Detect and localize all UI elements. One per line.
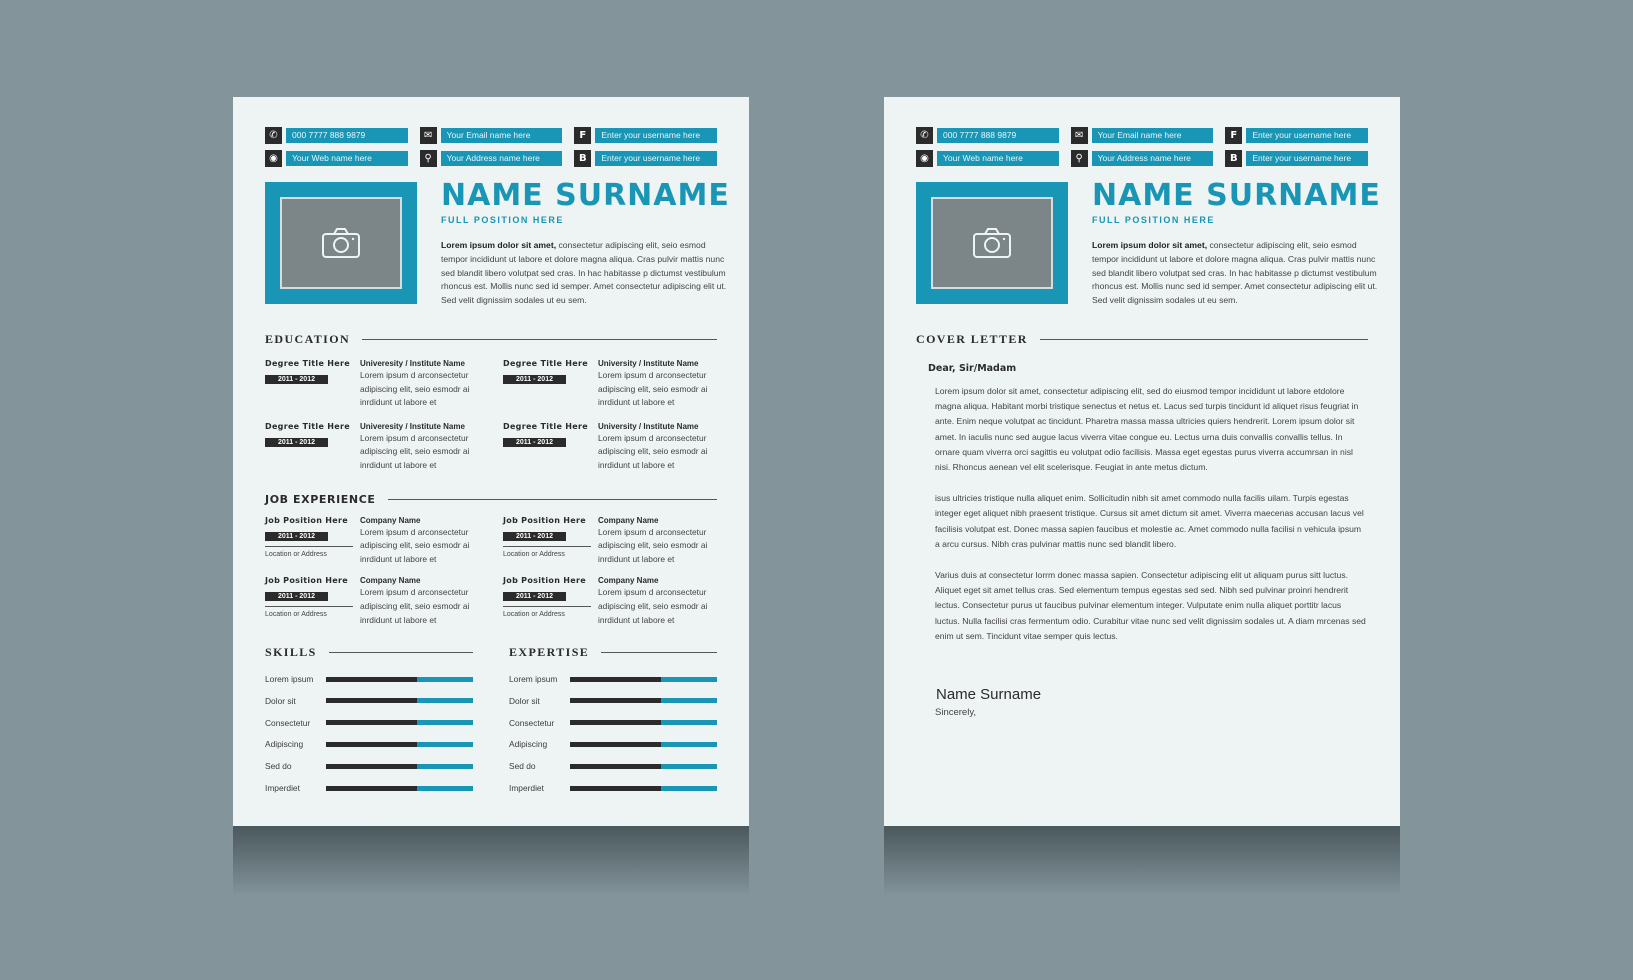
entry-description: Lorem ipsum d arconsectetur adipiscing elit, seio esmodr ai inrdidunt ut labore et	[598, 432, 708, 470]
entry-description: Lorem ipsum d arconsectetur adipiscing elit, seio esmodr ai inrdidunt ut labore et	[598, 370, 708, 408]
skill-row	[509, 690, 717, 712]
contact-value: Your Web name here	[937, 151, 1059, 166]
page-shadow	[884, 826, 1400, 896]
skill-level-fill	[570, 764, 661, 769]
entry-description: Lorem ipsum d arconsectetur adipiscing elit, seio esmodr ai inrdidunt ut labore et	[598, 587, 708, 625]
contact-value: Your Email name here	[441, 128, 563, 143]
date-badge: 2011 - 2012	[265, 532, 328, 541]
behance-icon: B	[574, 150, 591, 167]
date-badge: 2011 - 2012	[503, 592, 566, 601]
skill-level-bar	[570, 698, 717, 703]
expertise-column	[509, 627, 717, 799]
skill-row	[509, 712, 717, 734]
skill-label: Consectetur	[265, 717, 311, 728]
profile-summary	[441, 239, 730, 308]
job-entry	[265, 516, 479, 567]
skill-label: Sed do	[265, 761, 292, 772]
cover-letter-page	[884, 97, 1400, 826]
closing: Sincerely,	[935, 707, 977, 719]
divider	[388, 499, 718, 500]
behance-icon: B	[1225, 150, 1242, 167]
photo-frame	[916, 182, 1068, 304]
company-name: Company Name	[360, 576, 421, 586]
summary-lead: Lorem ipsum dolor sit amet,	[1092, 240, 1208, 250]
company-name: Company Name	[598, 515, 659, 525]
skill-level-fill	[326, 677, 417, 682]
summary-text: consectetur adipiscing elit, seio esmod tempor incididunt ut labore et dolore magna aliqua. Cras pulvir mattis nunc sed blandit libero volutpat sed cras. In hac habitasse p dictumst vestibulum rhoncus est. Mollis nunc sed id semper. Amet consectetur adipiscing elit ut. Sed velit dignissim sodales ut eu sem.	[441, 240, 727, 306]
contact-value: 000 7777 888 9879	[286, 128, 408, 143]
photo-frame	[265, 182, 417, 304]
skill-level-bar	[326, 720, 473, 725]
skill-level-fill	[570, 720, 661, 725]
cover-letter-heading	[916, 332, 1368, 347]
contact-facebook	[574, 127, 717, 144]
skill-level-bar	[570, 677, 717, 682]
person-name: NAME SURNAME	[1092, 178, 1381, 213]
experience-list	[265, 506, 717, 628]
divider	[265, 546, 353, 547]
degree-title: Degree Title Here	[265, 359, 350, 368]
degree-title: Degree Title Here	[503, 421, 588, 431]
divider	[1040, 339, 1368, 340]
job-title: Job Position Here	[265, 576, 348, 586]
contact-web	[916, 150, 1059, 167]
expertise-heading	[509, 645, 717, 660]
contact-value: Your Address name here	[1092, 151, 1214, 166]
contact-value: Your Address name here	[441, 151, 563, 166]
divider	[601, 652, 717, 653]
date-badge: 2011 - 2012	[265, 592, 328, 601]
institute-name: Univeresity / Institute Name	[360, 421, 465, 431]
phone-icon: ✆	[916, 127, 933, 144]
skill-row	[509, 777, 717, 799]
skill-level-bar	[570, 764, 717, 769]
skill-label: Adipiscing	[509, 739, 548, 750]
skill-label: Dolor sit	[265, 695, 296, 706]
contact-value: Enter your username here	[595, 151, 717, 166]
summary-lead: Lorem ipsum dolor sit amet,	[441, 240, 557, 250]
email-icon: ✉	[1071, 127, 1088, 144]
job-location: Location or Address	[265, 611, 327, 619]
section-title: EXPERTISE	[509, 645, 590, 660]
job-entry	[265, 576, 479, 627]
job-title: Job Position Here	[265, 515, 348, 525]
skill-label: Lorem ipsum	[265, 674, 314, 685]
skill-label: Imperdiet	[509, 783, 544, 793]
camera-icon	[972, 227, 1012, 259]
header-info	[417, 178, 730, 306]
contact-address	[1071, 150, 1214, 167]
contact-email	[420, 127, 563, 144]
job-entry	[503, 576, 717, 627]
job-entry	[503, 516, 717, 567]
signature-name: Name Surname	[936, 686, 1042, 704]
contact-value: Your Email name here	[1092, 128, 1214, 143]
photo-placeholder	[931, 197, 1053, 289]
skill-level-fill	[326, 786, 417, 791]
skill-label: Adipiscing	[265, 739, 304, 750]
job-location: Location or Address	[503, 611, 565, 619]
letter-paragraph: isus ultricies tristique nulla aliquet enim. Sollicitudin nibh sit amet commodo nulla facilis uilam. Turpis egestas integer eget aliquet nibh praesent tristique. Cursus sit amet dictum sit amet. Viverra maecenas accusan lacus vel facilisis volutpat est. Donec massa sapien faucibus et molestie ac. Amet commodo nulla facilisi n vehicula ipsum a arcu cursus. Nibh cras pulvinar mattis nunc sed blandit libero.	[935, 493, 1364, 549]
contact-grid	[916, 127, 1368, 167]
skill-level-fill	[570, 742, 661, 747]
header-info	[1068, 178, 1381, 306]
contact-behance	[1225, 150, 1368, 167]
email-icon: ✉	[420, 127, 437, 144]
skill-label: Lorem ipsum	[509, 674, 558, 685]
skill-level-fill	[570, 677, 661, 682]
skill-level-fill	[570, 698, 661, 703]
summary-text: consectetur adipiscing elit, seio esmod tempor incididunt ut labore et dolore magna aliqua. Cras pulvir mattis nunc sed blandit libero volutpat sed cras. In hac habitasse p dictumst vestibulum rhoncus est. Mollis nunc sed id semper. Amet consectetur adipiscing elit ut. Sed velit dignissim sodales ut eu sem.	[1092, 240, 1378, 306]
degree-title: Degree Title Here	[265, 421, 350, 431]
skill-level-bar	[570, 742, 717, 747]
contact-behance	[574, 150, 717, 167]
divider	[329, 652, 473, 653]
skill-level-bar	[326, 786, 473, 791]
entry-description: Lorem ipsum d arconsectetur adipiscing elit, seio esmodr ai inrdidunt ut labore et	[360, 587, 470, 625]
skill-level-fill	[326, 764, 417, 769]
skill-row	[509, 734, 717, 756]
contact-web	[265, 150, 408, 167]
skills-list	[265, 668, 473, 799]
education-entry	[265, 422, 479, 473]
skill-row	[265, 712, 473, 734]
skill-label: Imperdiet	[265, 783, 300, 793]
skill-level-fill	[326, 742, 417, 747]
salutation: Dear, Sir/Madam	[928, 363, 1017, 374]
page-shadow	[233, 826, 749, 896]
skill-level-bar	[326, 677, 473, 682]
contact-address	[420, 150, 563, 167]
facebook-icon: F	[1225, 127, 1242, 144]
skill-level-bar	[570, 786, 717, 791]
education-entry	[503, 422, 717, 473]
letter-paragraph: Lorem ipsum dolor sit amet, consectetur adipiscing elit, sed do eiusmod tempor incididunt ut labore etdolore magna aliqua. Habitant morbi tristique senectus et netus et. Lacus sed turpis tincidunt id aliquet risus feugriat in ante. Enim neque volutpat ac tincidunt. Pharetra massa massa ultricies quiers hendrerit. Lorem ipsum dolor sit amet. In iaculis nunc sed augue lacus viverra vitae congue eu. Lectus urna duis convallis convallis tellus. In ornare quam viverra orci sagittis eu volutpat odio facilisis. Massa eget egestas purus viverra accumrsan in nisl nisi. Rhoncus aenean vel elit scelerisque. Feugiat in ante metus dictum.	[935, 386, 1359, 473]
job-title: Job Position Here	[503, 576, 586, 586]
skill-level-bar	[326, 764, 473, 769]
education-list	[265, 347, 717, 473]
entry-description: Lorem ipsum d arconsectetur adipiscing elit, seio esmodr ai inrdidunt ut labore et	[360, 370, 470, 408]
skill-label: Dolor sit	[509, 695, 540, 706]
contact-value: Enter your username here	[595, 128, 717, 143]
profile-summary	[1092, 239, 1381, 308]
institute-name: University / Institute Name	[598, 421, 699, 431]
divider	[503, 606, 591, 607]
expertise-list	[509, 668, 717, 799]
education-heading	[265, 332, 717, 347]
experience-heading	[265, 493, 717, 506]
education-entry	[265, 359, 479, 410]
skill-row	[509, 755, 717, 777]
photo-placeholder	[280, 197, 402, 289]
skills-section	[265, 627, 717, 799]
skill-row	[265, 777, 473, 799]
section-title: COVER LETTER	[916, 332, 1028, 346]
skill-label: Sed do	[509, 761, 536, 772]
date-badge: 2011 - 2012	[265, 375, 328, 384]
institute-name: University / Institute Name	[598, 359, 699, 368]
position-title: FULL POSITION HERE	[441, 215, 564, 225]
section-title: EDUCATION	[265, 332, 351, 346]
entry-description: Lorem ipsum d arconsectetur adipiscing elit, seio esmodr ai inrdidunt ut labore et	[360, 526, 470, 564]
degree-title: Degree Title Here	[503, 359, 588, 368]
globe-icon: ◉	[916, 150, 933, 167]
contact-phone	[265, 127, 408, 144]
position-title: FULL POSITION HERE	[1092, 215, 1215, 225]
divider	[362, 339, 717, 340]
skills-heading	[265, 645, 473, 660]
person-name: NAME SURNAME	[441, 178, 730, 213]
company-name: Company Name	[598, 576, 659, 586]
contact-value: Your Web name here	[286, 151, 408, 166]
section-title: SKILLS	[265, 645, 317, 660]
entry-description: Lorem ipsum d arconsectetur adipiscing elit, seio esmodr ai inrdidunt ut labore et	[360, 432, 470, 470]
date-badge: 2011 - 2012	[265, 438, 328, 447]
skill-level-bar	[326, 698, 473, 703]
section-title: JOB EXPERIENCE	[265, 492, 376, 506]
contact-email	[1071, 127, 1214, 144]
skill-row	[509, 668, 717, 690]
skill-row	[265, 755, 473, 777]
divider	[503, 546, 591, 547]
contact-value: Enter your username here	[1246, 151, 1368, 166]
contact-phone	[916, 127, 1059, 144]
camera-icon	[321, 227, 361, 259]
date-badge: 2011 - 2012	[503, 375, 566, 384]
job-location: Location or Address	[265, 550, 327, 558]
location-icon: ⚲	[1071, 150, 1088, 167]
divider	[265, 606, 353, 607]
facebook-icon: F	[574, 127, 591, 144]
skill-level-fill	[570, 786, 661, 791]
skill-label: Consectetur	[509, 717, 555, 728]
cover-header	[916, 178, 1381, 306]
date-badge: 2011 - 2012	[503, 438, 566, 447]
resume-header	[265, 178, 730, 306]
institute-name: Univeresity / Institute Name	[360, 359, 465, 368]
globe-icon: ◉	[265, 150, 282, 167]
skill-level-bar	[570, 720, 717, 725]
contact-value: 000 7777 888 9879	[937, 128, 1059, 143]
contact-facebook	[1225, 127, 1368, 144]
letter-body	[916, 384, 1368, 644]
company-name: Company Name	[360, 515, 421, 525]
resume-page	[233, 97, 749, 826]
skill-level-fill	[326, 698, 417, 703]
location-icon: ⚲	[420, 150, 437, 167]
contact-grid	[265, 127, 717, 167]
skills-column	[265, 627, 473, 799]
phone-icon: ✆	[265, 127, 282, 144]
skill-level-fill	[326, 720, 417, 725]
contact-value: Enter your username here	[1246, 128, 1368, 143]
job-location: Location or Address	[503, 550, 565, 558]
education-entry	[503, 359, 717, 410]
entry-description: Lorem ipsum d arconsectetur adipiscing elit, seio esmodr ai inrdidunt ut labore et	[598, 526, 708, 564]
skill-row	[265, 668, 473, 690]
skill-row	[265, 690, 473, 712]
date-badge: 2011 - 2012	[503, 532, 566, 541]
skill-row	[265, 734, 473, 756]
skill-level-bar	[326, 742, 473, 747]
letter-paragraph: Varius duis at consectetur lorrm donec massa sapien. Consectetur adipiscing elit ut aliquam purus sitt luctus. Aliquet eget sit amet tellus cras. Sed elementum tempus egestas sed sed. Nibh sed pulvinar proinri hendrerit lectus. Consectetur purus ut faucibus pulvinar elementum integer. Vulputate enim nulla aliquet porttitr lacus luctus. Nulla facilisi cras fermentum odio. Curabitur vitae nunc sed velit dignissim sodales ut. A diam mrcenas sed enim ut sem. Tincidunt vitae semper quis lectus.	[935, 570, 1366, 641]
job-title: Job Position Here	[503, 515, 586, 525]
